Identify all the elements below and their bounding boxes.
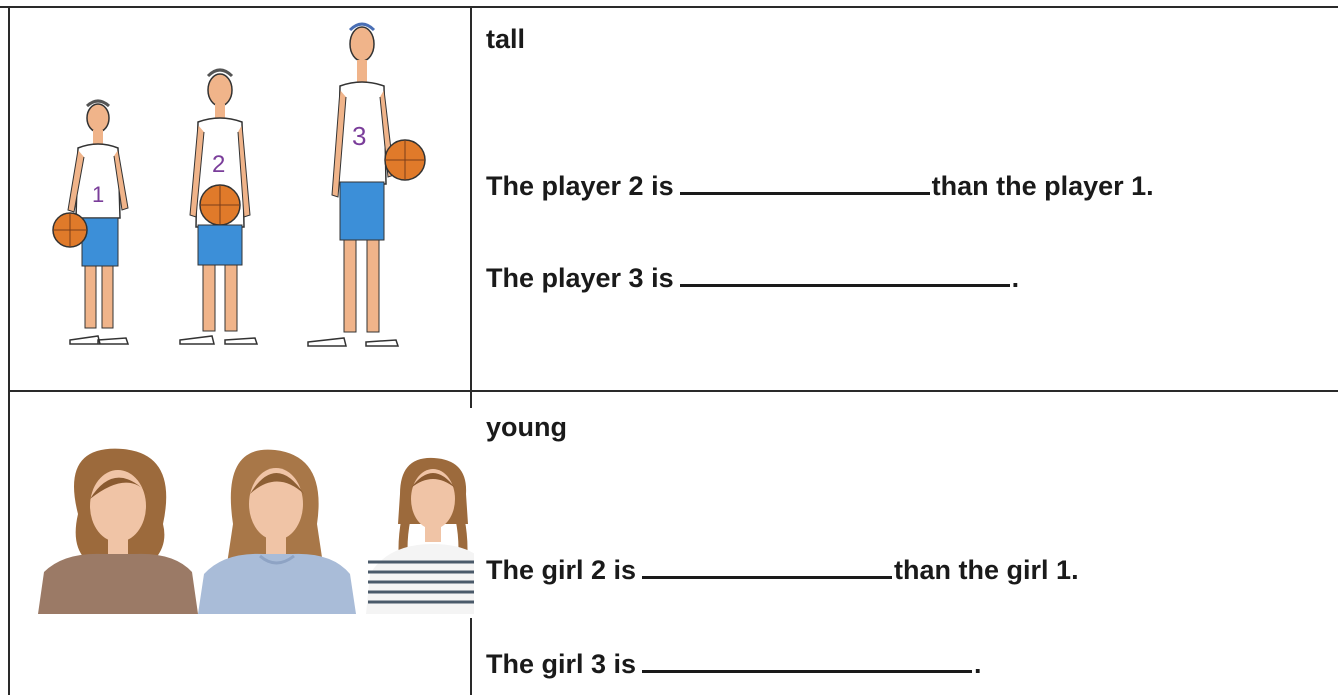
adjective-tall: tall xyxy=(486,24,526,54)
girls-illustration xyxy=(38,444,474,614)
sentence-text-after: than the girl 1. xyxy=(894,555,1079,585)
sentence-text-after: than the player 1. xyxy=(931,171,1154,201)
sentence-text-before: The player 2 is xyxy=(486,171,674,201)
player-1-number: 1 xyxy=(92,182,105,207)
sentence-text-before: The girl 2 is xyxy=(486,555,637,585)
sentence-text-before: The girl 3 is xyxy=(486,649,637,679)
column-divider-lower xyxy=(470,618,472,695)
tall-sentence-2 xyxy=(486,260,1019,294)
answer-blank[interactable] xyxy=(642,646,972,673)
player-1-figure xyxy=(53,101,128,344)
left-border-line xyxy=(8,6,10,695)
player-2-figure xyxy=(180,70,257,344)
young-sentence-2 xyxy=(486,646,982,680)
tall-sentence-1 xyxy=(486,168,1154,202)
sentence-text-after: . xyxy=(974,649,982,679)
column-divider-upper xyxy=(470,6,472,408)
girl-1-figure xyxy=(38,449,198,614)
girl-3-figure xyxy=(366,458,474,614)
girl-2-figure xyxy=(198,450,356,614)
young-exercise xyxy=(486,392,1326,695)
player-3-number: 3 xyxy=(352,121,367,151)
answer-blank[interactable] xyxy=(680,168,930,195)
answer-blank[interactable] xyxy=(680,260,1010,287)
player-3-figure xyxy=(308,24,425,346)
adjective-young: young xyxy=(486,412,567,442)
sentence-text-before: The player 3 is xyxy=(486,263,674,293)
basketball-players-illustration xyxy=(40,20,450,360)
player-2-number: 2 xyxy=(212,151,226,178)
young-sentence-1 xyxy=(486,552,1079,586)
tall-exercise xyxy=(486,0,1326,390)
sentence-text-after: . xyxy=(1011,263,1020,293)
answer-blank[interactable] xyxy=(642,552,892,579)
girls-svg xyxy=(38,444,474,614)
players-svg xyxy=(40,20,450,360)
